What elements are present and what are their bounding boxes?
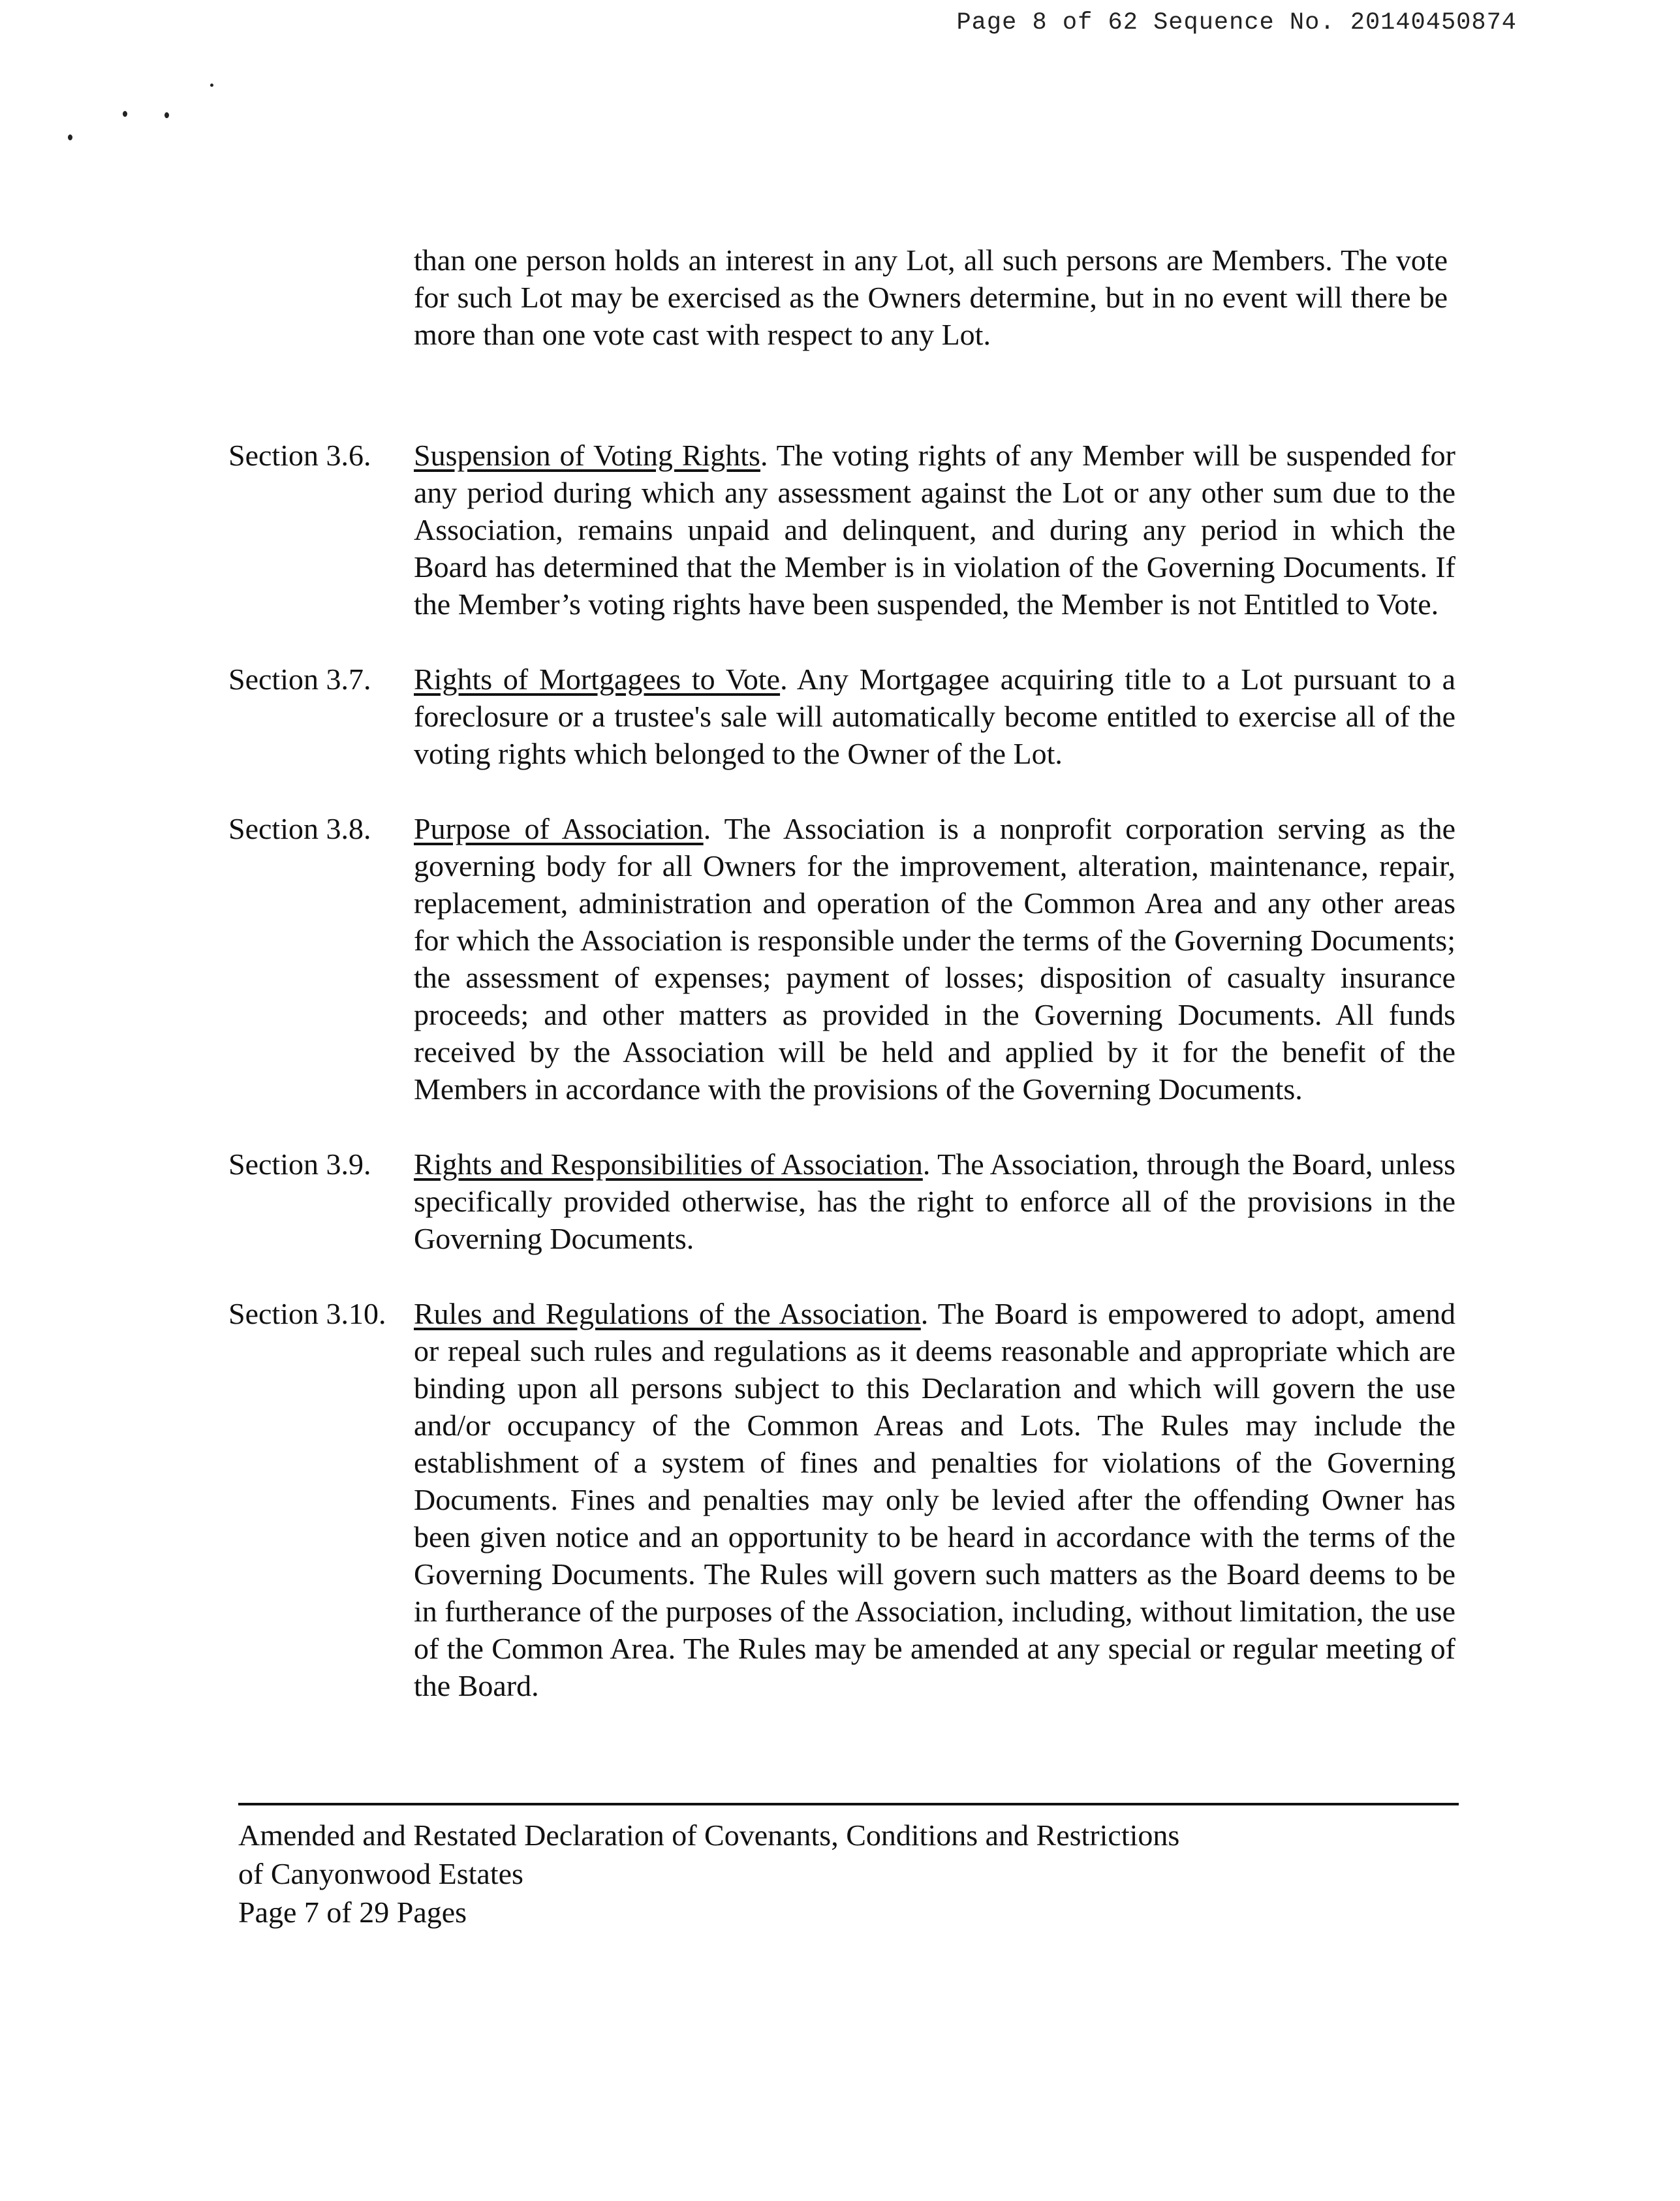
section-text <box>414 1146 1455 1257</box>
section-title: Suspension of Voting Rights <box>414 439 760 472</box>
section-3-10 <box>228 1295 1455 1704</box>
section-title: Rights of Mortgagees to Vote <box>414 663 781 696</box>
section-label: Section 3.10. <box>228 1297 386 1330</box>
scan-speck <box>68 134 72 140</box>
footer-document-title: Amended and Restated Declaration of Covenants, Conditions and Restrictions <box>238 1819 1180 1852</box>
section-label: Section 3.7. <box>228 663 371 696</box>
section-body: . The Association, through the Board, unless specifically provided otherwise, has the right to enforce all of the provisions in the Governing Documents. <box>414 1147 1455 1255</box>
section-3-6 <box>228 437 1455 623</box>
section-3-7 <box>228 661 1455 772</box>
scan-speck <box>123 111 127 117</box>
section-body: . The voting rights of any Member will be suspended for any period during which any assessment against the Lot or any other sum due to the Association, remains unpaid and delinquent, and during any period in which the Board has determined that the Member is in violation of the Governing Documents. If the Member’s voting rights have been suspended, the Member is not Entitled to Vote. <box>414 439 1455 621</box>
section-3-8 <box>228 810 1455 1108</box>
section-text <box>414 437 1455 623</box>
section-text <box>414 1295 1455 1704</box>
footer-property-name: of Canyonwood Estates <box>238 1857 523 1890</box>
section-body: . Any Mortgagee acquiring title to a Lot pursuant to a foreclosure or a trustee's sale will automatically become entitled to exercise all of the voting rights which belonged to the Owner of the Lot. <box>414 663 1455 770</box>
section-3-9 <box>228 1146 1455 1257</box>
footer-divider <box>238 1803 1459 1805</box>
section-label: Section 3.8. <box>228 812 371 845</box>
section-title: Rules and Regulations of the Association <box>414 1297 921 1330</box>
scan-speck <box>164 112 169 118</box>
section-label: Section 3.9. <box>228 1147 371 1181</box>
page-footer <box>238 1803 1459 1931</box>
section-text <box>414 810 1455 1108</box>
section-label: Section 3.6. <box>228 439 371 472</box>
footer-page-number: Page 7 of 29 Pages <box>238 1896 467 1929</box>
document-body <box>228 242 1455 1742</box>
scan-speck <box>210 84 213 87</box>
continuation-paragraph: than one person holds an interest in any Lot, all such persons are Members. The vote for such Lot may be exercised as the Owners determine, but in no event will there be more than one vote cast with respect to any Lot. <box>414 243 1448 351</box>
section-body: . The Association is a nonprofit corporation serving as the governing body for all Owners for the improvement, alteration, maintenance, repair, replacement, administration and operation of the Common Area and any other areas for which the Association is responsible under the terms of the Governing Documents; the assessment of expenses; payment of losses; disposition of casualty insurance proceeds; and other matters as provided in the Governing Documents. All funds received by the Association will be held and applied by it for the benefit of the Members in accordance with the provisions of the Governing Documents. <box>414 812 1455 1106</box>
section-title: Purpose of Association <box>414 812 704 845</box>
page-header: Page 8 of 62 Sequence No. 20140450874 <box>956 9 1517 37</box>
section-text <box>414 661 1455 772</box>
section-body: . The Board is empowered to adopt, amend or repeal such rules and regulations as it deems reasonable and appropriate which are binding upon all persons subject to this Declaration and which will govern the use and/or occupancy of the Common Areas and Lots. The Rules may include the establishment of a system of fines and penalties for violations of the Governing Documents. Fines and penalties may only be levied after the offending Owner has been given notice and an opportunity to be heard in accordance with the terms of the Governing Documents. The Rules will govern such matters as the Board deems to be in furtherance of the purposes of the Association, including, without limitation, the use of the Common Area. The Rules may be amended at any special or regular meeting of the Board. <box>414 1297 1455 1702</box>
section-title: Rights and Responsibilities of Association <box>414 1147 923 1181</box>
